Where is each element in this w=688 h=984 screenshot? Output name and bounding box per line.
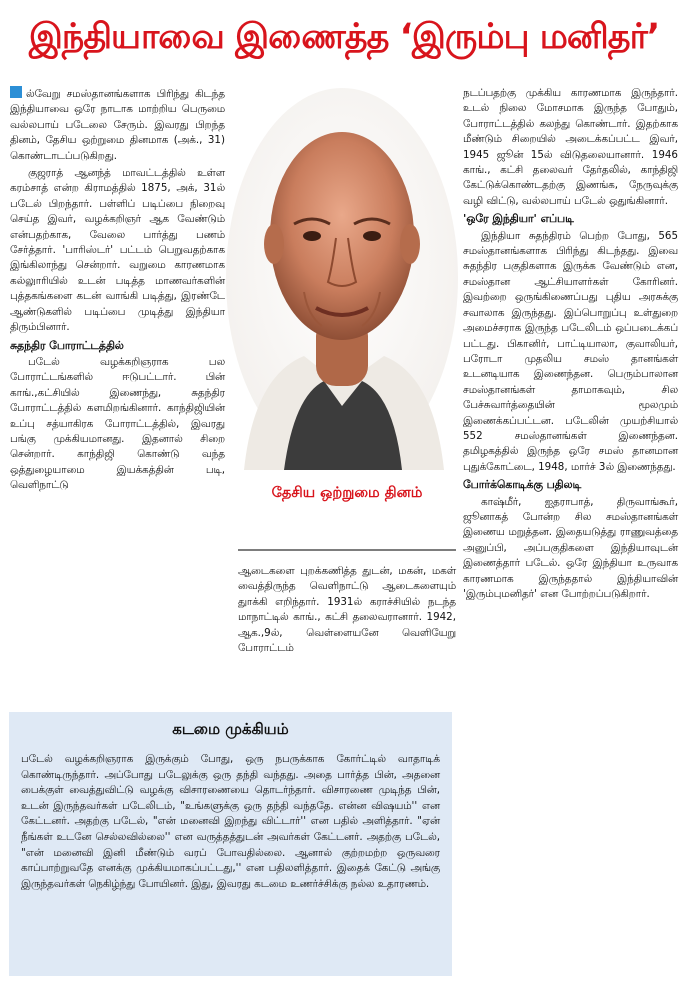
middle-para: ஆடைகளை புறக்கணித்த துடன், மகன், மகள் வைத்திருந்த வெளிநாட்டு ஆடைகளையும் துாக்கி எறிந்தார். 1931ல் கராச்சியில் நடந்த மாநாட்டில் காங்., கட்சி தலைவரானார். 1942, ஆக.,9ல், வெள்ளையனே வெளியேறு போராட்டம் <box>238 565 456 655</box>
left-para-1 <box>10 86 225 164</box>
right-column <box>463 86 678 604</box>
left-subhead: சுதந்திர போராட்டத்தில் <box>10 338 124 352</box>
left-para-3: படேல் வழக்கறிஞராக பல போராட்டங்களில் ஈடுபட்டார். பின் காங்.,கட்சியில் இணைந்து, சுதந்திர போராட்டத்தில் களமிறங்கினார். காந்திஜியின் உப்பு சத்யாகிரக போராட்டத்தில், இவரது பங்கு முக்கியமானது. இதனால் சிறை சென்றார். காந்திஜி கொண்டு வந்த ஒத்துழையாமை இயக்கத்தின் படி, வெளிநாட்டு <box>10 355 225 492</box>
left-para-1-text: ல்வேறு சமஸ்தானங்களாக பிரிந்து கிடந்த இந்தியாவை ஒரே நாடாக மாற்றிய பெருமை வல்லபாய் படேலை சேரும். இவரது பிறந்த தினம், தேசிய ஒற்றுமை தினமாக (அக்., 31) கொண்டாடப்படுகிறது. <box>10 88 225 162</box>
drop-cap-mark <box>10 86 22 98</box>
headline-text: இந்தியாவை இணைத்த ‘இரும்பு மனிதர்’ <box>28 17 660 57</box>
caption-divider <box>238 549 456 551</box>
box-body: படேல் வழக்கறிஞராக இருக்கும் போது, ஒரு நபருக்காக கோர்ட்டில் வாதாடிக் கொண்டிருந்தார். அப்போது படேலுக்கு ஒரு தந்தி வந்தது. அதை பார்த்த பின், அதனை பைக்குள் வைத்துவிட்டு வழக்கு விசாரணையை தொடர்ந்தார். விசாரணை முடிந்த பின், உடன் இருந்தவர்கள் படேலிடம், "உங்களுக்கு ஒரு தந்தி வந்ததே. என்ன விஷயம்'' என கேட்டனர். அதற்கு படேல், "என் மனைவி இறந்து விட்டார்'' என பதில் அளித்தார். "ஏன் நீங்கள் உடனே செல்லவில்லை'' என வருத்தத்துடன் அவர்கள் கேட்டனர். அதற்கு படேல், "என் மனைவி இனி மீண்டும் வரப் போவதில்லை. ஆனால் குற்றமற்ற ஒருவரை காப்பாற்றுவதே எனக்கு முக்கியமாகப்பட்டது,'' என பதிலளித்தார். இதைக் கேட்டு அங்கு இருந்தவர்கள் நெகிழ்ந்து போயினர். இது, இவரது கடமை உணர்ச்சிக்கு நல்ல உதாரணம். <box>21 753 440 890</box>
right-subhead-2: போர்க்கொடிக்கு பதிலடி <box>463 478 582 492</box>
right-subhead-1: 'ஒரே இந்தியா' எப்படி <box>463 212 574 226</box>
headline <box>0 0 688 78</box>
middle-column <box>238 564 456 658</box>
photo-caption: தேசிய ஒற்றுமை தினம் <box>271 485 423 501</box>
right-para-3: காஷ்மீர், ஐதராபாத், திருவாங்கூர், ஜூனாகத் போன்ற சில சமஸ்தானங்கள் இணைய மறுத்தன. இதையடுத்து ராணுவத்தை அனுப்பி, அப்பகுதிகளை இந்தியாவுடன் இணைத்தார் படேல். ஒரே இந்தியா உருவாக காரணமாக இருந்ததால் இந்தியாவின் 'இரும்புமனிதர்' என போற்றப்படுகிறார். <box>463 495 678 600</box>
left-para-2: குஜராத் ஆனந்த் மாவட்டத்தில் உள்ள கரம்சாத் என்ற கிராமத்தில் 1875, அக், 31ல் படேல் பிறந்தார். பள்ளிப் படிப்பை நிறைவு செய்த இவர், வழக்கறிஞர் ஆக வேண்டும் என்பதற்காக, வேலை பார்த்து பணம் சேர்த்தார். 'பாரிஸ்டர்' பட்டம் பெறுவதற்காக இங்கிலாந்து சென்றார். வறுமை காரணமாக கல்லுாரியில் உடன் படித்த மாணவர்களின் புத்தகங்களை கடன் வாங்கி படித்து, இரண்டே ஆண்டுகளில் படிப்பை முடித்து இந்தியா திரும்பினார். <box>10 167 225 334</box>
right-para-1: நடப்பதற்கு முக்கிய காரணமாக இருந்தார். உடல் நிலை மோசமாக இருந்த போதும், போராட்டத்தில் கலந்து கொண்டார். இதற்காக மீண்டும் சிறையில் அடைக்கப்பட்ட இவர், 1945 ஜூன் 15ல் விடுதலையானார். 1946 காங்., கட்சி தலைவர் தேர்தலில், காந்திஜி கேட்டுக்கொண்டதற்கு இணங்க, நேருவுக்கு வழி விட்டு, வல்லபாய் படேல் ஒதுங்கினார். <box>463 87 678 207</box>
box-title: கடமை முக்கியம் <box>172 720 289 738</box>
right-para-2: இந்தியா சுதந்திரம் பெற்ற போது, 565 சமஸ்தானங்களாக பிரிந்து கிடந்தது. இவை சுதந்திர பகுதிகளாக இருக்க வேண்டும் என, சமஸ்தான ஆட்சியாளர்கள் கோரினர். இவற்றை ஒருங்கிணைப்பது புதிய அரசுக்கு சவாலாக இருந்தது. இப்பொறுப்பு உள்துறை அமைச்சராக இருந்த படேலிடம் ஒப்படைக்கப் பட்டது. பிகானிர், பாட்டியாலா, குவாலியர், பரோடா முதலிய சமஸ் தானங்கள் உடனடியாக இணைந்தன. பெரும்பாலான சமஸ்தானங்கள் தாமாகவும், சில பேச்சுவார்த்தையின் மூலமும் இணைக்கப்பட்டன. படேலின் முயற்சியால் 552 சமஸ்தானங்கள் இணைந்தன. தமிழகத்தில் இருந்த ஒரே சமஸ் தானமான புதுக்கோட்டை, 1948, மார்ச் 3ல் இணைந்தது. <box>463 229 678 473</box>
sidebar-box <box>9 712 452 976</box>
portrait-illustration <box>224 86 460 470</box>
left-column <box>10 86 225 496</box>
